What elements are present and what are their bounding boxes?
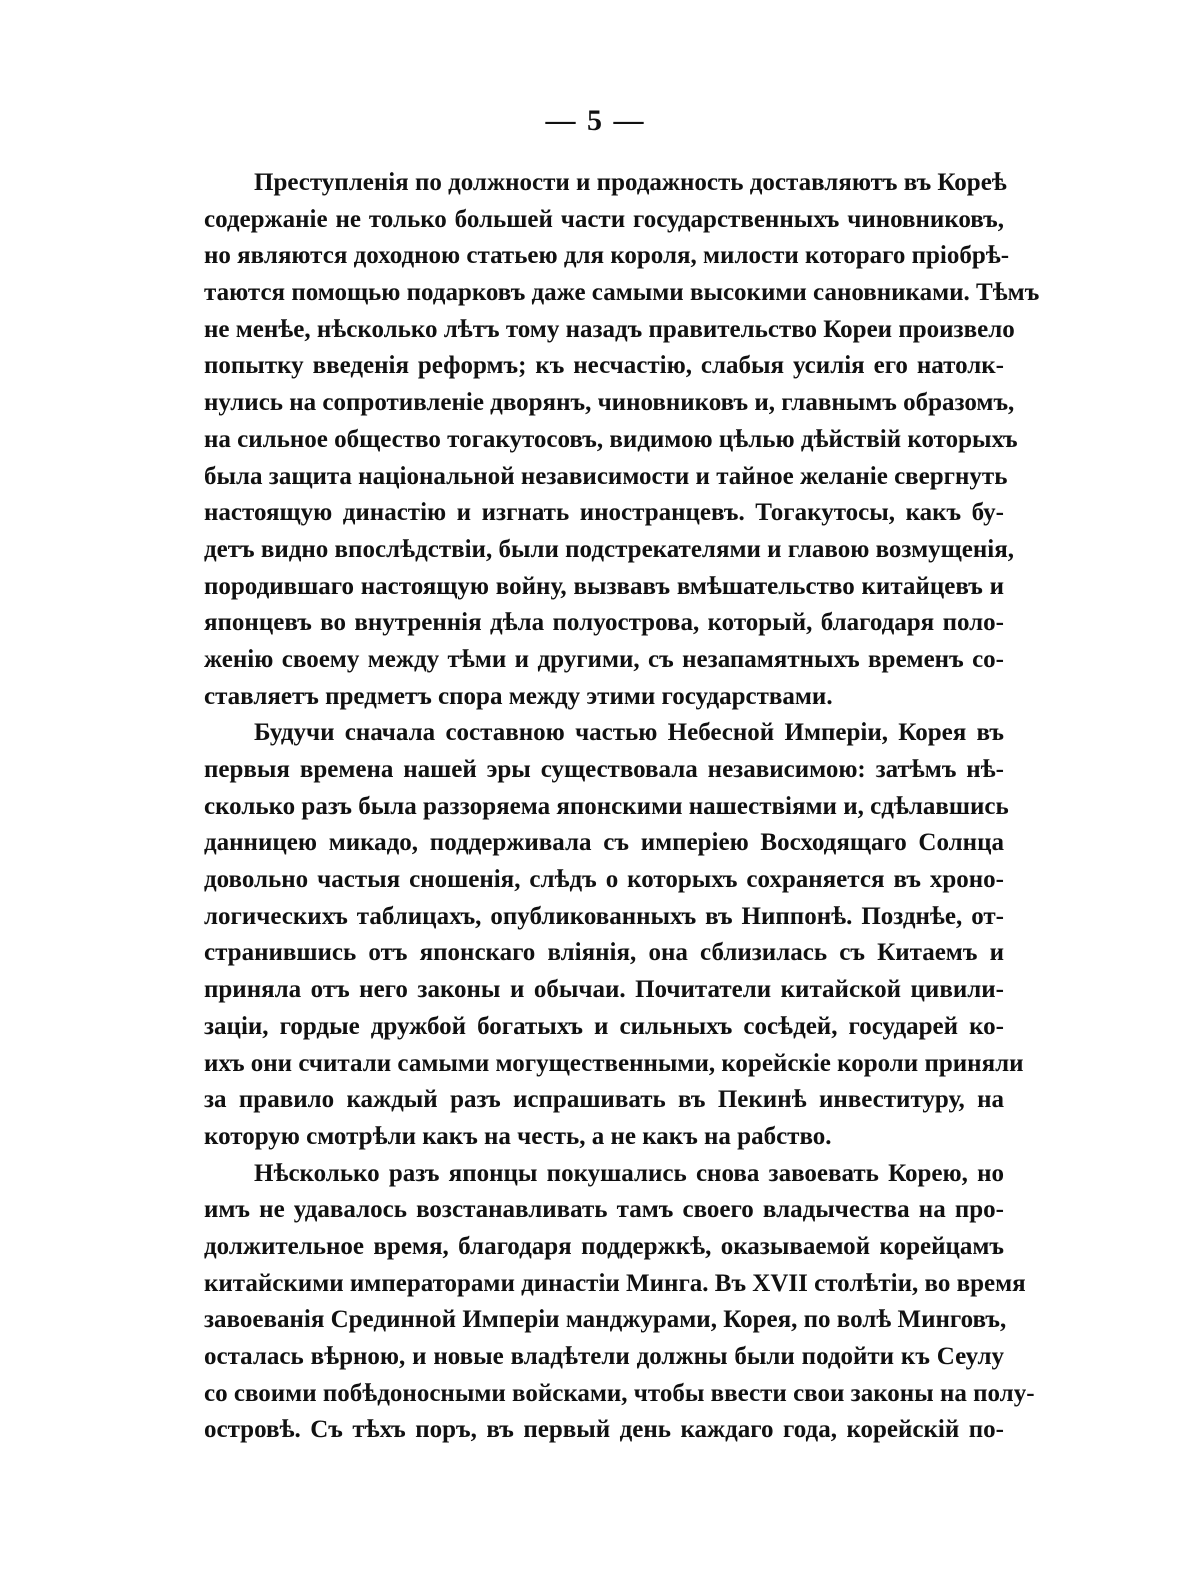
body-text xyxy=(204,165,1040,1449)
text-line: таются помощью подарковъ даже самыми высокими сановниками. Тѣмъ xyxy=(204,279,1040,307)
text-line: завоеванія Срединной Имперіи манджурами, Корея, по волѣ Минговъ, xyxy=(204,1306,1007,1334)
page-number: — 5 — xyxy=(545,104,646,137)
text-line: на сильное общество тогакутосовъ, видимою цѣлью дѣйствій которыхъ xyxy=(204,425,1018,453)
text-line: японцевъ во внутреннія дѣла полуострова, который, благодаря поло- xyxy=(204,609,1004,637)
text-line: островѣ. Съ тѣхъ поръ, въ первый день каждаго года, корейскій по- xyxy=(204,1416,1004,1444)
text-line: детъ видно впослѣдствіи, были подстрекателями и главою возмущенія, xyxy=(204,535,1014,563)
text-line: была защита національной независимости и тайное желаніе свергнуть xyxy=(204,462,1008,490)
text-line: со своими побѣдоносными войсками, чтобы ввести свои законы на полу- xyxy=(204,1379,1035,1407)
text-line: заціи, гордые дружбой богатыхъ и сильныхъ сосѣдей, государей ко- xyxy=(204,1012,1004,1040)
text-line: данницею микадо, поддерживала съ имперіею Восходящаго Солнца xyxy=(204,829,1004,857)
text-line: но являются доходною статьею для короля, милости котораго пріобрѣ- xyxy=(204,242,1010,270)
text-line: логическихъ таблицахъ, опубликованныхъ въ Ниппонѣ. Позднѣе, от- xyxy=(204,902,1004,930)
text-line: настоящую династію и изгнать иностранцевъ. Тогакутосы, какъ бу- xyxy=(204,499,1004,527)
text-line: не менѣе, нѣсколько лѣтъ тому назадъ правительство Кореи произвело xyxy=(204,315,1015,343)
text-line: нулись на сопротивленіе дворянъ, чиновниковъ и, главнымъ образомъ, xyxy=(204,389,1015,417)
text-line: Преступленія по должности и продажность доставляютъ въ Кореѣ xyxy=(254,169,1007,196)
text-line: должительное время, благодаря поддержкѣ, оказываемой корейцамъ xyxy=(204,1232,1004,1260)
text-line: сколько разъ была раззоряема японскими нашествіями и, сдѣлавшись xyxy=(204,792,1009,820)
text-line: ставляетъ предметъ спора между этими государствами. xyxy=(204,682,833,710)
paragraph-3 xyxy=(204,1156,1035,1450)
paragraph-2 xyxy=(204,715,1024,1155)
text-line: попытку введенія реформъ; къ несчастію, слабыя усилія его натолк- xyxy=(204,352,1004,380)
text-line: Нѣсколько разъ японцы покушались снова завоевать Корею, но xyxy=(254,1159,1004,1187)
text-line: довольно частыя сношенія, слѣдъ о которыхъ сохраняется въ хроно- xyxy=(204,866,1004,894)
text-line: странившись отъ японскаго вліянія, она сблизилась съ Китаемъ и xyxy=(204,939,1004,967)
text-line: имъ не удавалось возстанавливать тамъ своего владычества на про- xyxy=(204,1196,1004,1224)
paragraph-1 xyxy=(204,165,1040,715)
text-line: первыя времена нашей эры существовала независимою: затѣмъ нѣ- xyxy=(204,756,1004,783)
text-line: ихъ они считали самыми могущественными, корейскіе короли приняли xyxy=(204,1049,1024,1077)
text-line: породившаго настоящую войну, вызвавъ вмѣшательство китайцевъ и xyxy=(204,572,1004,600)
text-line: женію своему между тѣми и другими, съ незапамятныхъ временъ со- xyxy=(204,645,1004,673)
text-line: содержаніе не только большей части государственныхъ чиновниковъ, xyxy=(204,205,1004,233)
text-line: Будучи сначала составною частью Небесной Имперіи, Корея въ xyxy=(254,719,1004,747)
text-line: приняла отъ него законы и обычаи. Почитатели китайской цивили- xyxy=(204,976,1004,1004)
text-line: за правило каждый разъ испрашивать въ Пекинѣ инвеституру, на xyxy=(204,1086,1004,1114)
text-line: осталась вѣрною, и новые владѣтели должны были подойти къ Сеулу xyxy=(204,1343,1004,1370)
text-line: которую смотрѣли какъ на честь, а не какъ на рабство. xyxy=(204,1122,832,1150)
text-line: китайскими императорами династіи Минга. Въ XVII столѣтіи, во время xyxy=(204,1269,1026,1297)
